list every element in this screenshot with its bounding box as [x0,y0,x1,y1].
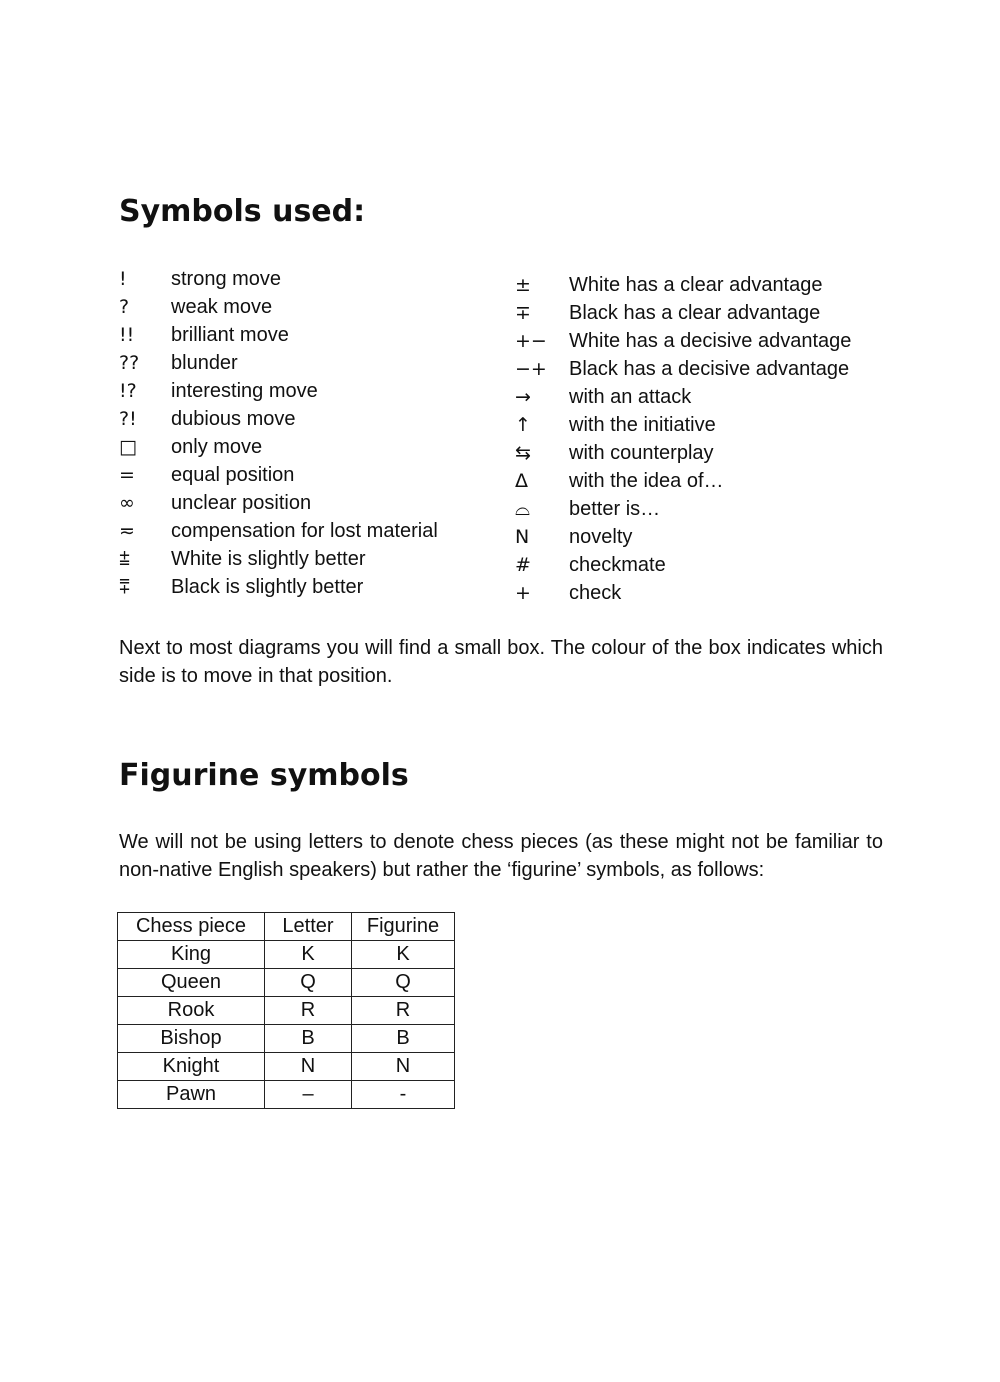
symbol-meaning: better is… [569,497,661,520]
figurine-cell: K [352,941,455,969]
annotation-symbol: +− [515,330,547,352]
symbol-row [515,523,851,551]
symbol-row [119,461,438,489]
figurine-heading: Figurine symbols [119,758,409,793]
symbol-row [515,551,851,579]
annotation-symbol: ± [515,274,531,296]
symbol-row [119,377,438,405]
table-row [118,1053,455,1081]
symbol-row [515,271,851,299]
annotation-symbol: ⩲ [119,548,131,570]
symbol-row [119,545,438,573]
annotation-symbol: → [515,386,531,408]
annotation-symbol: □ [119,436,137,458]
annotation-symbol: ≂ [119,520,135,542]
symbol-row [119,405,438,433]
symbol-row [515,439,851,467]
symbol-meaning: with the initiative [569,413,716,436]
symbol-meaning: White has a decisive advantage [569,329,852,352]
piece-name-cell: Bishop [118,1025,265,1053]
symbol-meaning: novelty [569,525,633,548]
symbol-meaning: equal position [171,463,295,486]
piece-name-cell: Rook [118,997,265,1025]
symbol-meaning: strong move [171,267,282,290]
annotation-symbol: Δ [515,470,528,492]
symbols-heading: Symbols used: [119,194,366,229]
annotation-symbol: ⇆ [515,442,531,464]
annotation-symbol: = [119,464,135,486]
symbol-meaning: Black has a decisive advantage [569,357,850,380]
annotation-symbol: ∞ [119,492,135,514]
symbol-meaning: White has a clear advantage [569,273,823,296]
piece-name-cell: King [118,941,265,969]
symbol-row [119,433,438,461]
piece-name-cell: Knight [118,1053,265,1081]
annotation-symbol: !? [119,380,137,402]
piece-name-cell: Pawn [118,1081,265,1109]
table-row [118,1025,455,1053]
symbol-meaning: Black has a clear advantage [569,301,821,324]
symbol-row [119,517,438,545]
annotation-symbol: ?? [119,352,140,374]
symbol-meaning: check [569,581,622,604]
symbol-row [515,411,851,439]
figurine-cell: Q [352,969,455,997]
annotation-symbol: !! [119,324,135,346]
figurine-cell: N [352,1053,455,1081]
table-row [118,1081,455,1109]
symbol-row [515,579,851,607]
figurine-cell: - [352,1081,455,1109]
diagram-box-note: Next to most diagrams you will find a small box. The colour of the box indicates which side is to move in that position. [119,637,883,687]
annotation-symbol: ? [119,296,130,318]
symbol-row [515,327,851,355]
annotation-symbol: ?! [119,408,137,430]
symbol-meaning: with an attack [569,385,692,408]
letter-cell: K [265,941,352,969]
annotation-symbol: # [515,554,531,576]
symbol-meaning: with counterplay [569,441,714,464]
symbol-row [119,349,438,377]
symbol-row [515,299,851,327]
table-row [118,941,455,969]
letter-cell: R [265,997,352,1025]
symbol-row [515,495,851,523]
table-header-row [118,913,455,941]
annotation-symbol: ⌓ [515,498,531,520]
symbol-meaning: blunder [171,351,238,374]
symbol-row [119,489,438,517]
symbol-meaning: dubious move [171,407,296,430]
figurine-cell: B [352,1025,455,1053]
annotation-symbol: ! [119,268,127,290]
table-row [118,997,455,1025]
column-header: Chess piece [118,913,265,941]
column-header: Letter [265,913,352,941]
symbol-row [119,293,438,321]
symbols-list-left [119,265,438,601]
table-row [118,969,455,997]
symbol-meaning: compensation for lost material [171,519,438,542]
symbol-meaning: with the idea of… [569,469,724,492]
symbols-list-right [515,271,851,607]
symbol-meaning: interesting move [171,379,318,402]
annotation-symbol: ∓ [515,302,531,324]
letter-cell: Q [265,969,352,997]
symbol-meaning: weak move [171,295,273,318]
annotation-symbol: N [515,526,530,548]
symbol-row [515,355,851,383]
symbol-meaning: White is slightly better [171,547,366,570]
annotation-symbol: ⩱ [119,576,131,598]
piece-name-cell: Queen [118,969,265,997]
symbol-row [119,321,438,349]
symbol-meaning: Black is slightly better [171,575,364,598]
symbol-meaning: only move [171,435,263,458]
figurine-intro: We will not be using letters to denote chess pieces (as these might not be familiar to non-native English speakers) but rather the ‘figurine’ symbols, as follows: [119,831,883,881]
letter-cell: – [265,1081,352,1109]
figurine-table [117,912,455,1109]
annotation-symbol: ↑ [515,414,531,436]
symbol-meaning: unclear position [171,491,312,514]
table-body [118,941,455,1109]
symbol-row [119,265,438,293]
figurine-cell: R [352,997,455,1025]
letter-cell: B [265,1025,352,1053]
symbol-meaning: brilliant move [171,323,289,346]
symbol-row [515,383,851,411]
annotation-symbol: + [515,582,531,604]
symbol-meaning: checkmate [569,553,666,576]
letter-cell: N [265,1053,352,1081]
symbol-row [515,467,851,495]
symbol-row [119,573,438,601]
annotation-symbol: −+ [515,358,547,380]
column-header: Figurine [352,913,455,941]
